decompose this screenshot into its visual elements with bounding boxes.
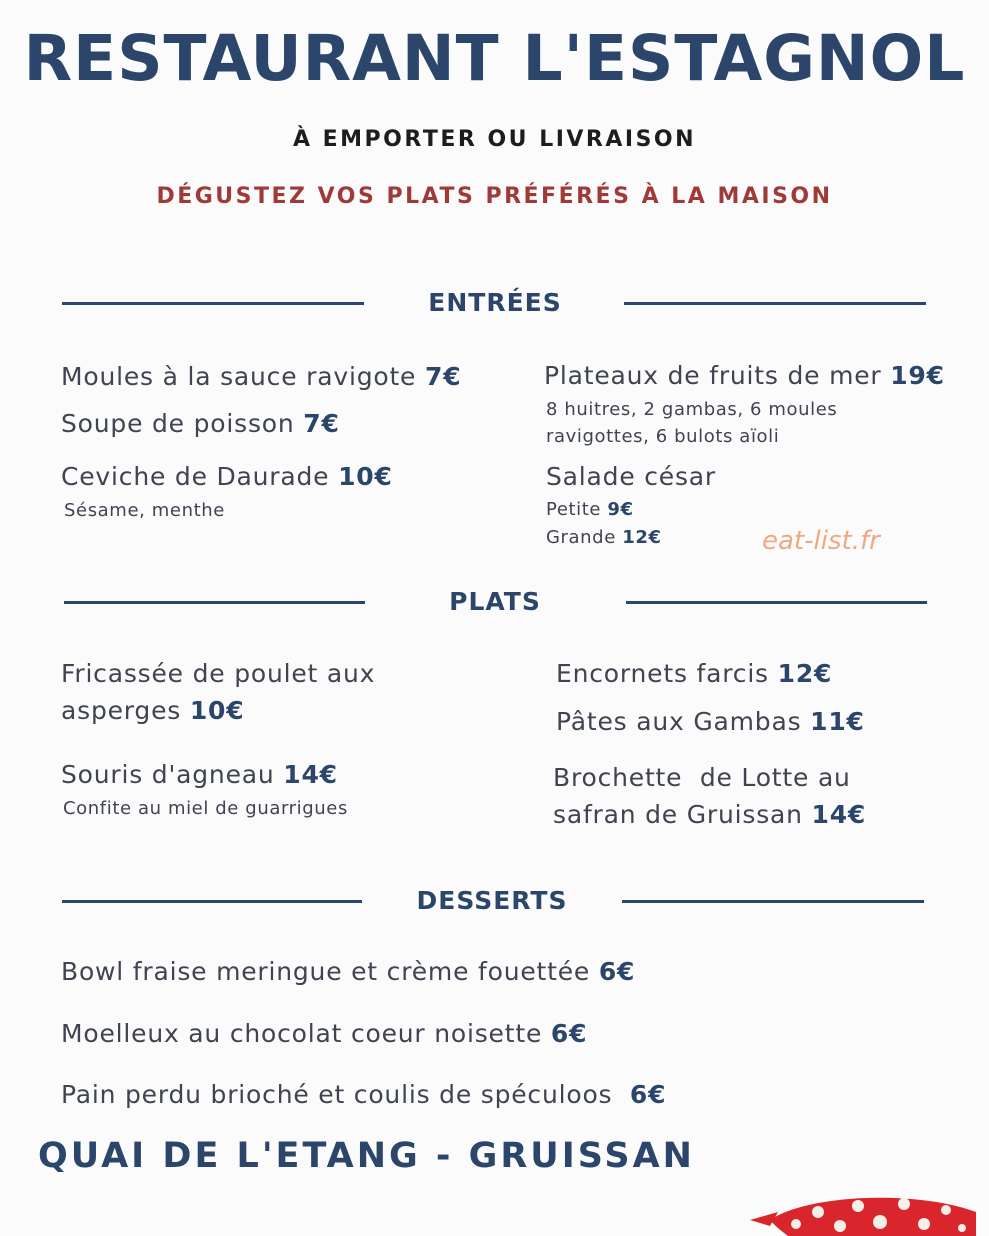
size-price: 12€: [622, 527, 662, 548]
tagline: DÉGUSTEZ VOS PLATS PRÉFÉRÉS À LA MAISON: [156, 184, 833, 209]
item-price: 6€: [550, 1019, 588, 1048]
item-price: 7€: [425, 362, 462, 391]
item-price: 11€: [810, 707, 865, 736]
item-note: 8 huitres, 2 gambas, 6 moules: [546, 399, 838, 420]
item-name: Souris d'agneau: [61, 760, 275, 789]
size-price: 9€: [607, 499, 634, 520]
item-name: Salade césar: [546, 462, 717, 491]
item-name: Plateaux de fruits de mer: [544, 361, 882, 390]
item-price: 14€: [283, 760, 338, 789]
item-price: 6€: [629, 1080, 667, 1109]
item-price: 6€: [598, 957, 636, 986]
menu-item: [61, 1015, 587, 1052]
takeaway-subtitle: À EMPORTER OU LIVRAISON: [292, 127, 697, 152]
item-price: 19€: [890, 361, 945, 390]
divider-left-entrees: [62, 302, 364, 305]
item-price: 12€: [777, 659, 833, 688]
menu-item: [61, 358, 461, 395]
item-price: 10€: [189, 696, 245, 725]
item-note: Sésame, menthe: [64, 500, 225, 521]
section-heading-plats: PLATS: [449, 587, 541, 616]
menu-item: [61, 405, 340, 442]
divider-left-plats: [64, 601, 365, 604]
divider-right-plats: [626, 601, 927, 604]
item-price: 7€: [303, 409, 340, 438]
menu-item: [556, 655, 832, 692]
divider-left-desserts: [62, 900, 362, 903]
item-price: 10€: [338, 462, 393, 491]
item-name: Moules à la sauce ravigote: [61, 362, 417, 391]
watermark: eat-list.fr: [762, 526, 880, 556]
item-name: Bowl fraise meringue et crème fouettée: [61, 957, 591, 986]
section-heading-desserts: DESSERTS: [416, 886, 568, 915]
size-label: Grande: [546, 527, 616, 548]
item-name: Soupe de poisson: [61, 409, 295, 438]
item-name: Encornets farcis: [556, 659, 769, 688]
menu-item: [61, 953, 635, 990]
menu-item: [61, 655, 375, 729]
item-size-large: [546, 524, 662, 552]
divider-right-desserts: [622, 900, 924, 903]
menu-item: [61, 1076, 666, 1113]
divider-right-entrees: [624, 302, 926, 305]
sardine-fish-icon: [748, 1190, 978, 1236]
menu-item: [546, 458, 716, 495]
item-name: Brochette de Lotte au: [553, 763, 851, 792]
item-name: Pain perdu brioché et coulis de spéculoos: [61, 1080, 622, 1109]
item-size-small: [546, 496, 634, 524]
item-name: Fricassée de poulet aux: [61, 659, 376, 688]
section-heading-entrees: ENTRÉES: [428, 288, 562, 317]
item-note: ravigottes, 6 bulots aïoli: [546, 426, 780, 447]
item-note: Confite au miel de guarrigues: [63, 798, 348, 819]
address-footer: QUAI DE L'ETANG - GRUISSAN: [38, 1136, 695, 1176]
item-name: Pâtes aux Gambas: [556, 707, 802, 736]
menu-item: [553, 759, 866, 833]
item-price: 14€: [811, 800, 867, 829]
restaurant-title: RESTAURANT L'ESTAGNOL: [23, 22, 966, 95]
item-name: Ceviche de Daurade: [61, 462, 330, 491]
menu-item: [61, 458, 393, 495]
menu-item: [556, 703, 865, 740]
item-name: safran de Gruissan: [553, 800, 803, 829]
size-label: Petite: [546, 499, 602, 520]
menu-item: [544, 357, 945, 394]
item-name: Moelleux au chocolat coeur noisette: [61, 1019, 543, 1048]
item-name: asperges: [61, 696, 182, 725]
menu-item: [61, 756, 338, 793]
